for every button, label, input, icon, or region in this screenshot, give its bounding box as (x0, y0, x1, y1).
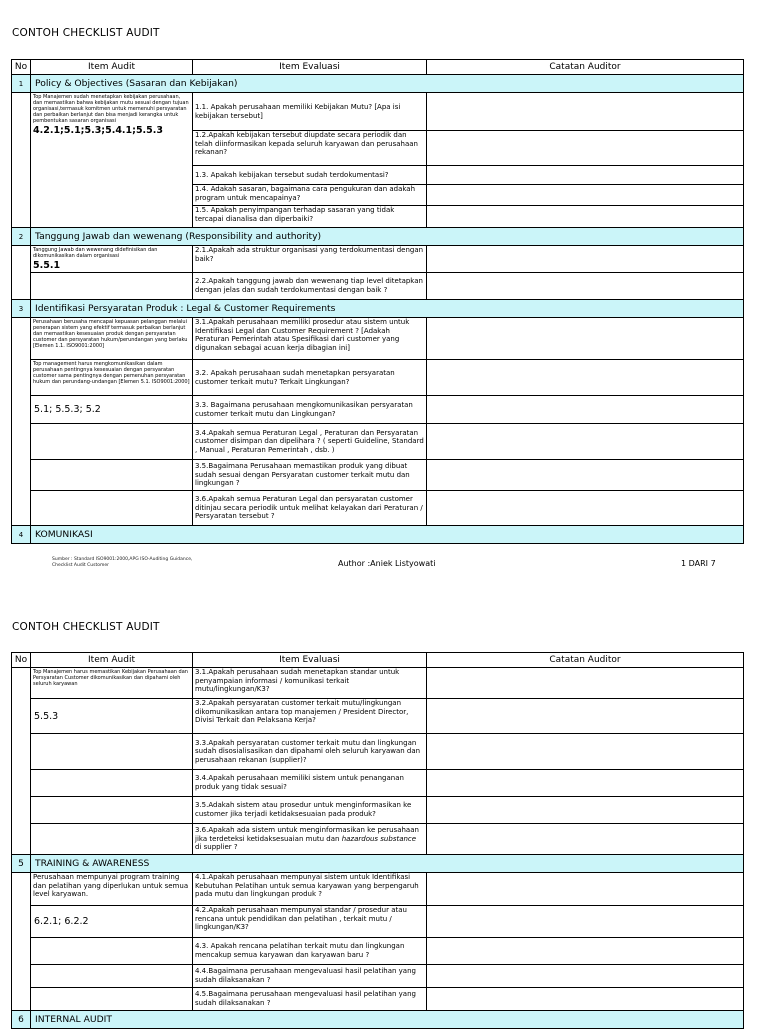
clause-reference: 5.5.1 (33, 260, 61, 271)
section-number: 4 (12, 526, 31, 544)
table-row (12, 873, 744, 906)
auditor-note-cell[interactable] (427, 318, 744, 360)
page-number: 1 DARI 7 (681, 559, 716, 568)
table-row (12, 246, 744, 273)
section-row (12, 300, 744, 318)
table-row (12, 396, 744, 424)
evaluation-cell: 1.1. Apakah perusahaan memiliki Kebijakan Mutu? [Apa isi kebijakan tersebut] (193, 93, 427, 131)
auditor-note-cell[interactable] (427, 491, 744, 526)
table-row (12, 938, 744, 965)
section-number: 5 (12, 855, 31, 873)
evaluation-cell: 2.1.Apakah ada struktur organisasi yang terdokumentasi dengan baik? (193, 246, 427, 273)
table-row (12, 770, 744, 797)
table-row (12, 93, 744, 131)
table-row (12, 424, 744, 460)
audit-item-cell (31, 668, 193, 699)
auditor-note-cell[interactable] (427, 273, 744, 300)
auditor-note-cell[interactable] (427, 824, 744, 855)
audit-item-cell (31, 246, 193, 273)
auditor-note-cell[interactable] (427, 93, 744, 131)
clause-reference: 4.2.1;5.1;5.3;5.4.1;5.5.3 (33, 125, 163, 136)
section-number: 6 (12, 1011, 31, 1029)
auditor-note-cell[interactable] (427, 797, 744, 824)
col-header-catatan-auditor: Catatan Auditor (427, 653, 744, 668)
audit-item-description: Tanggung Jawab dan wewenang didefinisikan dan dikomunikasikan dalam organisasi (33, 247, 158, 259)
auditor-note-cell[interactable] (427, 988, 744, 1011)
auditor-note-cell[interactable] (427, 206, 744, 228)
table-header-row (12, 653, 744, 668)
audit-item-cell (31, 396, 193, 424)
table-row (12, 360, 744, 396)
page-title: CONTOH CHECKLIST AUDIT (12, 621, 160, 633)
checklist-table (11, 59, 744, 544)
section-number: 1 (12, 75, 31, 93)
table-row (12, 318, 744, 360)
col-header-item-evaluasi: Item Evaluasi (193, 60, 427, 75)
clause-reference: 6.2.1; 6.2.2 (34, 916, 89, 927)
evaluation-cell: 4.1.Apakah perusahaan mempunyai sistem untuk Identifikasi Kebutuhan Pelatihan untuk semua karyawan yang berpengaruh pada mutu dan lingkungan produk ? (193, 873, 427, 906)
evaluation-cell: 1.3. Apakah kebijakan tersebut sudah terdokumentasi? (193, 166, 427, 185)
auditor-note-cell[interactable] (427, 131, 744, 166)
auditor-note-cell[interactable] (427, 906, 744, 938)
table-header-row (12, 60, 744, 75)
audit-item-cell (31, 318, 193, 360)
table-row (12, 460, 744, 491)
auditor-note-cell[interactable] (427, 965, 744, 988)
auditor-note-cell[interactable] (427, 424, 744, 460)
table-row (12, 273, 744, 300)
clause-reference: 5.1; 5.5.3; 5.2 (34, 404, 101, 415)
auditor-note-cell[interactable] (427, 360, 744, 396)
audit-item-description: Top Manajemen sudah menetapkan kebijakan perusahaan, dan memastikan bahwa kebijakan mutu sesuai dengan tujuan organisasi,termasuk komitmen untuk memenuhi persyaratan dan perbaikan berlanjut dan bisa menjadi kerangka untuk pembentukan sasaran organisasi (33, 94, 189, 124)
author-label: Author :Aniek Listyowati (338, 559, 436, 568)
section-title: Policy & Objectives (Sasaran dan Kebijakan) (31, 75, 744, 93)
evaluation-cell: 3.4.Apakah semua Peraturan Legal , Peraturan dan Persyaratan customer disimpan dan dipelihara ? ( seperti Guideline, Standard , Manual , Peraturan Pemerintah , dsb. ) (193, 424, 427, 460)
auditor-note-cell[interactable] (427, 166, 744, 185)
audit-item-cell (31, 906, 193, 938)
source-note: Sumber : Standard ISO9001:2000,APG ISO-Auditing Guidance, Checklist Audit Customer (52, 557, 193, 568)
audit-item-description: Perusahaan berusaha mencapai kepuasan pelanggan melalui penerapan sistem yang efektif termasuk perbaikan berlanjut dan memastikan kesesuaian produk dengan persyaratan customer dan persyaratan hukum/perundangan yang berlaku [Elemen 1.1. ISO9001:2000] (33, 319, 188, 349)
auditor-note-cell[interactable] (427, 770, 744, 797)
section-title: Tanggung Jawab dan wewenang (Responsibility and authority) (31, 228, 744, 246)
audit-item-description: Perusahaan mempunyai program training dan pelatihan yang diperlukan untuk semua level karyawan. (33, 873, 189, 899)
evaluation-cell: 1.2.Apakah kebijakan tersebut diupdate secara periodik dan telah diinformasikan kepada seluruh karyawan dan perusahaan rekanan? (193, 131, 427, 166)
evaluation-cell: 3.5.Adakah sistem atau prosedur untuk menginformasikan ke customer jika terjadi ketidaksesuaian pada produk? (193, 797, 427, 824)
col-header-item-evaluasi: Item Evaluasi (193, 653, 427, 668)
section-number: 3 (12, 300, 31, 318)
auditor-note-cell[interactable] (427, 246, 744, 273)
evaluation-cell: 3.3. Bagaimana perusahaan mengkomunikasikan persyaratan customer terkait mutu dan Lingkungan? (193, 396, 427, 424)
audit-item-cell (31, 699, 193, 734)
table-row (12, 906, 744, 938)
auditor-note-cell[interactable] (427, 460, 744, 491)
table-row (12, 491, 744, 526)
table-row (12, 797, 744, 824)
evaluation-cell: 3.4.Apakah perusahaan memiliki sistem untuk penanganan produk yang tidak sesuai? (193, 770, 427, 797)
section-title: TRAINING & AWARENESS (31, 855, 744, 873)
audit-item-cell (31, 873, 193, 906)
evaluation-cell: 3.5.Bagaimana Perusahaan memastikan produk yang dibuat sudah sesuai dengan Persyaratan customer terkait mutu dan lingkungan ? (193, 460, 427, 491)
evaluation-cell: 4.2.Apakah perusahaan mempunyai standar / prosedur atau rencana untuk pendidikan dan pelatihan , terkait mutu / lingkungan/K3? (193, 906, 427, 938)
evaluation-cell: 1.5. Apakah penyimpangan terhadap sasaran yang tidak tercapai dianalisa dan diperbaiki? (193, 206, 427, 228)
evaluation-cell: 3.6.Apakah ada sistem untuk menginformasikan ke perusahaan jika terdeteksi ketidaksesuaian mutu dan hazardous substance di supplier ? (193, 824, 427, 855)
page-title: CONTOH CHECKLIST AUDIT (12, 27, 160, 39)
checklist-table (11, 652, 744, 1029)
col-header-item-audit: Item Audit (31, 60, 193, 75)
section-number: 2 (12, 228, 31, 246)
audit-item-cell (31, 360, 193, 396)
section-title: INTERNAL AUDIT (31, 1011, 744, 1029)
col-header-no: No (12, 653, 31, 668)
evaluation-cell: 4.3. Apakah rencana pelatihan terkait mutu dan lingkungan mencakup semua karyawan dan karyawan baru ? (193, 938, 427, 965)
evaluation-cell: 4.5.Bagaimana perusahaan mengevaluasi hasil pelatihan yang sudah dilaksanakan ? (193, 988, 427, 1011)
evaluation-cell: 3.3.Apakah persyaratan customer terkait mutu dan lingkungan sudah disosialisasikan dan dipahami oleh seluruh karyawan dan perusahaan rekanan (supplier)? (193, 734, 427, 770)
evaluation-cell: 4.4.Bagaimana perusahaan mengevaluasi hasil pelatihan yang sudah dilaksanakan ? (193, 965, 427, 988)
evaluation-cell: 3.2.Apakah persyaratan customer terkait mutu/lingkungan dikomunikasikan antara top manajemen / President Director, Divisi Terkait dan Pelaksana Kerja? (193, 699, 427, 734)
evaluation-cell: 3.1.Apakah perusahaan memiliki prosedur atau sistem untuk Identifikasi Legal dan Customer Requirement ? [Adakah Peraturan Pemerintah atau Spesifikasi dari customer yang digunakan sebagai acuan kerja dibagian ini] (193, 318, 427, 360)
table-row (12, 965, 744, 988)
auditor-note-cell[interactable] (427, 938, 744, 965)
col-header-catatan-auditor: Catatan Auditor (427, 60, 744, 75)
evaluation-cell: 3.2. Apakah perusahaan sudah menetapkan persyaratan customer terkait mutu? Terkait Lingkungan? (193, 360, 427, 396)
audit-item-description: Top Manajemen harus memastikan Kebijakan Perusahaan dan Persyaratan Customer dikomunikasikan dan dipahami oleh seluruh karyawan (33, 669, 188, 687)
auditor-note-cell[interactable] (427, 734, 744, 770)
evaluation-cell: 3.1.Apakah perusahaan sudah menetapkan standar untuk penyampaian informasi / komunikasi terkait mutu/lingkungan/K3? (193, 668, 427, 699)
table-row (12, 668, 744, 699)
auditor-note-cell[interactable] (427, 873, 744, 906)
section-row (12, 75, 744, 93)
auditor-note-cell[interactable] (427, 185, 744, 206)
auditor-note-cell[interactable] (427, 668, 744, 699)
auditor-note-cell[interactable] (427, 699, 744, 734)
table-row (12, 824, 744, 855)
section-title: Identifikasi Persyaratan Produk : Legal & Customer Requirements (31, 300, 744, 318)
audit-item-cell (31, 93, 193, 228)
table-row (12, 699, 744, 734)
table-row (12, 734, 744, 770)
col-header-item-audit: Item Audit (31, 653, 193, 668)
audit-item-description: Top management harus mengkomunikasikan dalam perusahaan pentingnya kesesuaian dengan persyaratan customer sama pentingnya dengan pemenuhan persyaratan hukum dan perundang-undangan [Elemen 5.1. ISO9001:2000] (33, 361, 190, 385)
table-row (12, 988, 744, 1011)
section-row (12, 526, 744, 544)
evaluation-cell: 2.2.Apakah tanggung jawab dan wewenang tiap level ditetapkan dengan jelas dan sudah terdokumentasi dengan baik ? (193, 273, 427, 300)
clause-reference: 5.5.3 (34, 710, 59, 722)
section-row (12, 1011, 744, 1029)
section-title: KOMUNIKASI (31, 526, 744, 544)
section-row (12, 228, 744, 246)
evaluation-cell: 3.6.Apakah semua Peraturan Legal dan persyaratan customer ditinjau secara periodik untuk melihat kelayakan dari Peraturan / Persyaratan tersebut ? (193, 491, 427, 526)
evaluation-cell: 1.4. Adakah sasaran, bagaimana cara pengukuran dan adakah program untuk mencapainya? (193, 185, 427, 206)
section-row (12, 855, 744, 873)
col-header-no: No (12, 60, 31, 75)
auditor-note-cell[interactable] (427, 396, 744, 424)
